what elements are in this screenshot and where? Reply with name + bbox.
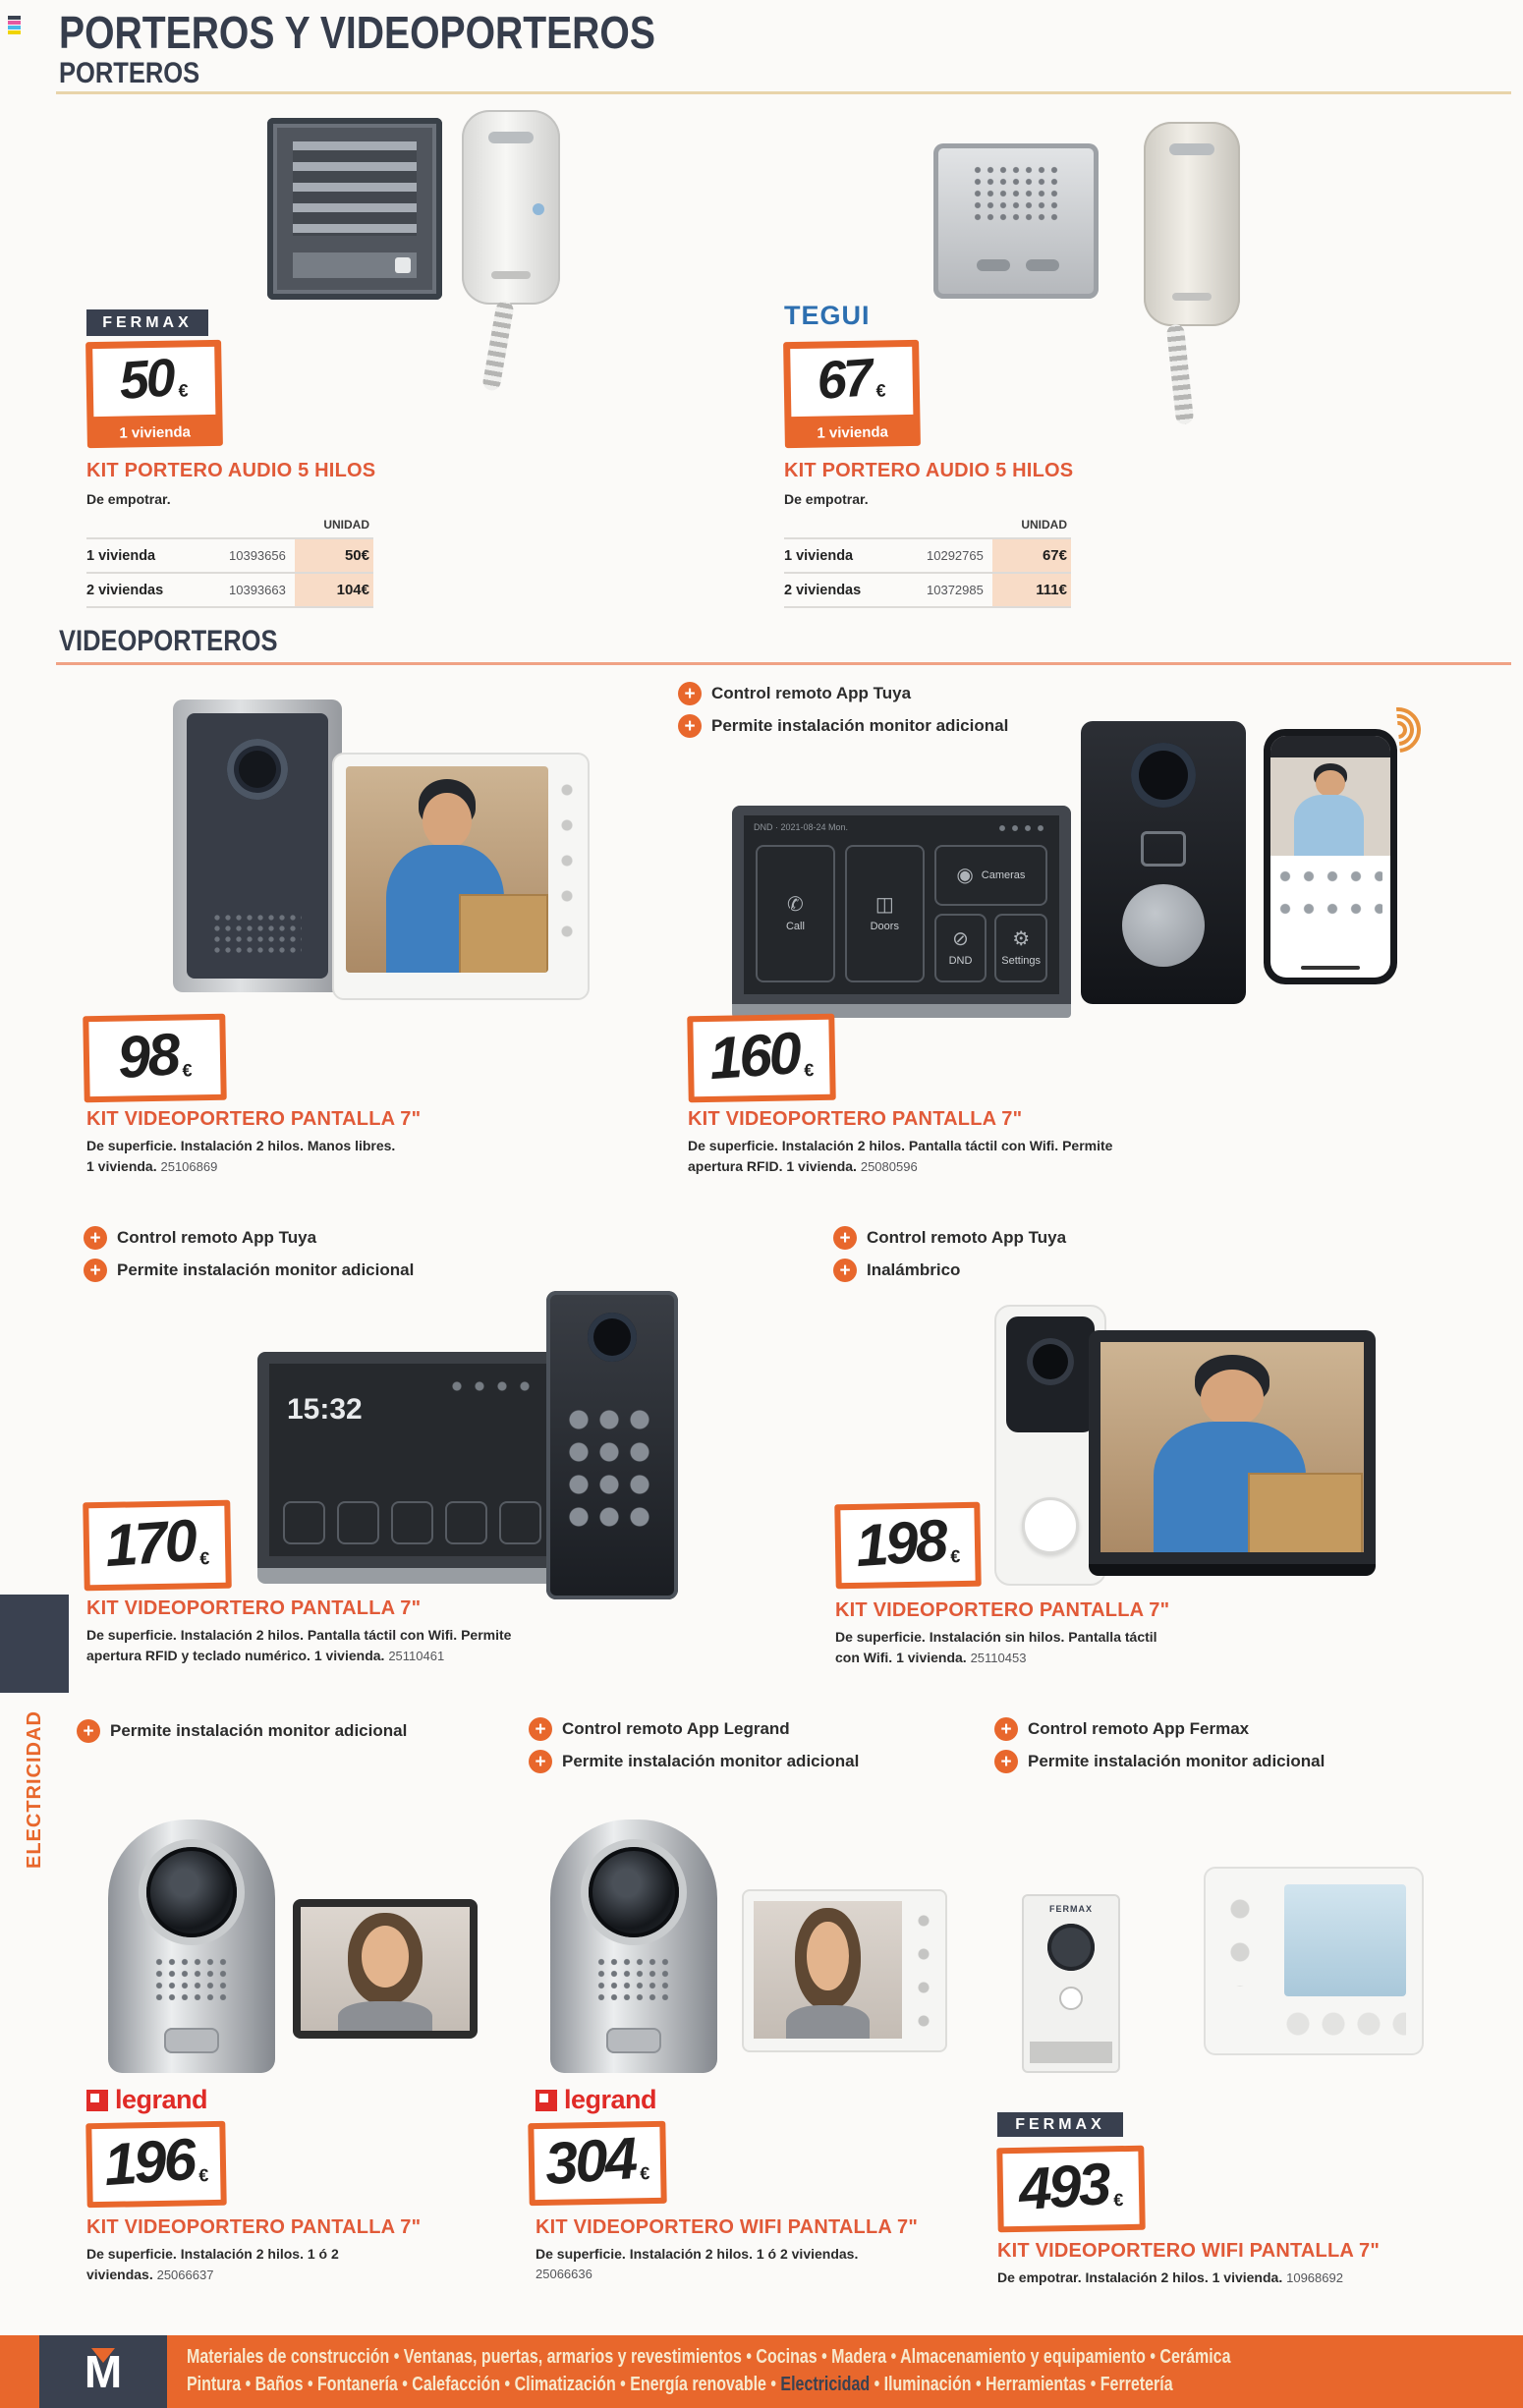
- page-title: [59, 6, 761, 59]
- section-heading-porteros-text: PORTEROS: [59, 57, 200, 89]
- parcel-box: [459, 894, 548, 973]
- feature-item: [529, 1717, 859, 1741]
- phone-app-controls: [1278, 869, 1382, 934]
- handset-earpiece: [1169, 143, 1214, 155]
- feature-text: Permite instalación monitor adicional: [110, 1721, 408, 1740]
- speaker-grille: [596, 1957, 671, 2000]
- plus-icon: +: [833, 1259, 857, 1282]
- logo-letter: M: [84, 2346, 123, 2397]
- price-tag: [687, 1014, 836, 1103]
- feature-text: Permite instalación monitor adicional: [562, 1752, 860, 1770]
- phone-home-indicator: [1301, 966, 1360, 970]
- currency-symbol: €: [199, 1548, 210, 1569]
- person-face: [362, 1926, 409, 1988]
- category-active: Electricidad: [780, 2374, 871, 2395]
- product-description: De empotrar.: [86, 491, 171, 507]
- feature-list: [84, 1226, 414, 1282]
- product-ref: 25110461: [388, 1649, 445, 1663]
- description-text: De superficie. Instalación 2 hilos. Pantalla táctil con Wifi. Permite apertura RFID. 1 vivienda.: [688, 1138, 1113, 1174]
- product-photo-video-doorbell-black: [1081, 721, 1246, 1004]
- phone-screen: [1270, 736, 1390, 978]
- currency-symbol: €: [178, 380, 189, 401]
- price-badge: 1 vivienda: [817, 423, 889, 442]
- brand-logo-tegui: [784, 301, 871, 331]
- brand-name: legrand: [115, 2085, 208, 2114]
- row-ref: 10393663: [229, 583, 286, 597]
- price-value: 160: [706, 1019, 802, 1092]
- product-photo-video-doorbell-keypad: [546, 1291, 678, 1599]
- product-photo-monitor-touch: [257, 1352, 567, 1584]
- product-title: KIT PORTERO AUDIO 5 HILOS: [784, 460, 1074, 481]
- call-button: [977, 259, 1010, 271]
- description-text: De superficie. Instalación 2 hilos. 1 ó 2 viviendas.: [536, 2246, 859, 2262]
- menu-tile-call: [756, 845, 835, 982]
- numeric-keypad: [568, 1409, 658, 1537]
- call-button: [1026, 259, 1059, 271]
- feature-text: Permite instalación monitor adicional: [117, 1260, 415, 1279]
- app-icon: [391, 1501, 433, 1544]
- price-value: 98: [115, 1020, 180, 1091]
- plus-icon: +: [529, 1717, 552, 1741]
- section-divider: [56, 91, 1511, 94]
- screen-status-icons: [451, 1379, 541, 1393]
- row-label: 2 viviendas: [86, 582, 164, 598]
- monitor-screen: [744, 815, 1059, 994]
- feature-list: [529, 1717, 859, 1773]
- row-price: 50€: [295, 539, 373, 572]
- plus-icon: +: [77, 1719, 100, 1743]
- handset-mic: [1172, 293, 1212, 301]
- price-value: 493: [1016, 2150, 1111, 2222]
- person-face: [807, 1922, 848, 1990]
- regmark-bar-yellow: [8, 30, 21, 34]
- feature-item: [84, 1226, 414, 1250]
- legrand-square-icon: [86, 2090, 108, 2111]
- row-price: 104€: [295, 574, 373, 606]
- price-tag: [85, 2121, 226, 2208]
- product-title: KIT VIDEOPORTERO WIFI PANTALLA 7": [536, 2216, 919, 2238]
- plus-icon: +: [84, 1259, 107, 1282]
- feature-list: [994, 1717, 1325, 1773]
- monitor-screen: [346, 766, 548, 973]
- product-ref: 25066637: [156, 2268, 214, 2282]
- call-icon: ✆: [787, 894, 804, 916]
- feature-text: Control remoto App Tuya: [711, 684, 912, 702]
- product-description: De empotrar.: [784, 491, 869, 507]
- product-photo-smartphone: [1264, 729, 1397, 984]
- call-button: [606, 2028, 661, 2053]
- logo-triangle-icon: [91, 2348, 115, 2363]
- person-face: [1316, 770, 1344, 797]
- product-title: KIT VIDEOPORTERO PANTALLA 7": [86, 2216, 422, 2238]
- sidebar-section-tab: [0, 1595, 69, 1693]
- product-description: [997, 2268, 1469, 2288]
- screen-status-text: DND · 2021-08-24 Mon.: [754, 822, 849, 832]
- brand-name: FERMAX: [1015, 2115, 1105, 2133]
- currency-symbol: €: [182, 1060, 193, 1081]
- table-header-unidad: UNIDAD: [323, 518, 369, 532]
- app-icon: [337, 1501, 379, 1544]
- handset-mic: [491, 271, 531, 279]
- price-value: 304: [542, 2124, 638, 2197]
- plus-icon: +: [529, 1750, 552, 1773]
- product-title: KIT VIDEOPORTERO PANTALLA 7": [835, 1599, 1170, 1621]
- price-tag: [996, 2146, 1145, 2233]
- row-label: 2 viviendas: [784, 582, 862, 598]
- product-photo-video-doorbell: [173, 700, 342, 992]
- feature-item: [994, 1717, 1325, 1741]
- brand-logo-legrand: [536, 2085, 656, 2115]
- speaker-grille: [1047, 1924, 1095, 1971]
- rfid-reader: [1141, 831, 1186, 867]
- app-icon: [499, 1501, 541, 1544]
- feature-item: [678, 682, 1008, 705]
- row-price: 111€: [992, 574, 1071, 606]
- brand-name: legrand: [564, 2085, 657, 2114]
- monitor-screen: [301, 1907, 470, 2031]
- product-photo-monitor-touch: [732, 806, 1071, 1018]
- currency-symbol: €: [875, 380, 886, 401]
- section-heading-videoporteros: [59, 625, 316, 658]
- description-text: De superficie. Instalación 2 hilos. Manos libres. 1 vivienda.: [86, 1138, 396, 1174]
- row-label: 1 vivienda: [784, 547, 854, 564]
- menu-tile-settings: [994, 914, 1047, 982]
- camera-lens-icon: [1027, 1338, 1074, 1385]
- screen-clock: 15:32: [287, 1393, 363, 1426]
- product-ref: 25110453: [970, 1651, 1027, 1665]
- person-shoulders: [338, 2001, 432, 2031]
- brand-name: TEGUI: [784, 301, 871, 330]
- row-price: 67€: [992, 539, 1071, 572]
- row-label: 1 vivienda: [86, 547, 156, 564]
- brand-logo-fermax: [997, 2112, 1123, 2137]
- feature-item: [84, 1259, 414, 1282]
- table-header-unidad: UNIDAD: [1021, 518, 1067, 532]
- person-shoulders: [786, 2005, 870, 2039]
- description-text: De superficie. Instalación sin hilos. Pantalla táctil con Wifi. 1 vivienda.: [835, 1629, 1157, 1665]
- call-button: [164, 2028, 219, 2053]
- speaker-grille: [213, 914, 302, 957]
- product-photo-monitor: [332, 753, 590, 1000]
- camera-lens-icon: [227, 739, 288, 800]
- product-photo-handset-fermax: [462, 110, 560, 305]
- monitor-side-buttons: [1229, 1898, 1251, 1987]
- price-table: [784, 518, 1071, 608]
- monitor-screen: [1284, 1884, 1406, 1996]
- call-button: [395, 257, 411, 273]
- plus-icon: +: [833, 1226, 857, 1250]
- screen-menu: [756, 845, 1047, 982]
- product-description: [835, 1627, 1179, 1668]
- screen-app-row: [283, 1501, 541, 1544]
- currency-symbol: €: [950, 1546, 961, 1567]
- feature-text: Permite instalación monitor adicional: [1028, 1752, 1326, 1770]
- product-ref: 25106869: [160, 1159, 218, 1174]
- call-button: [1059, 1987, 1083, 2010]
- brand-logo-fermax: [86, 309, 208, 336]
- parcel-box: [1248, 1473, 1363, 1552]
- camera-icon: ◉: [956, 865, 974, 887]
- doorbell-face: [187, 713, 328, 979]
- monitor-screen: [269, 1364, 555, 1556]
- regmark-bar-magenta: [8, 21, 21, 25]
- price-value: 196: [101, 2125, 197, 2198]
- wifi-icon: [1372, 703, 1417, 749]
- section-heading-porteros: [59, 57, 224, 90]
- section-heading-videoporteros-text: VIDEOPORTEROS: [59, 625, 278, 657]
- tile-label: Settings: [1001, 955, 1042, 968]
- price-tag: [83, 1014, 227, 1103]
- currency-symbol: €: [198, 2165, 209, 2186]
- product-title: KIT VIDEOPORTERO PANTALLA 7": [688, 1108, 1023, 1130]
- feature-text: Control remoto App Tuya: [117, 1228, 317, 1247]
- door-icon: ◫: [874, 894, 894, 916]
- call-button: [1022, 1497, 1079, 1554]
- menu-tile-doors: [845, 845, 925, 982]
- feature-text: Inalámbrico: [867, 1260, 961, 1279]
- camera-lens-icon: [589, 1847, 679, 1937]
- category-line-2: [187, 2371, 1230, 2398]
- plus-icon: +: [994, 1750, 1018, 1773]
- menu-tile-dnd: [934, 914, 987, 982]
- product-ref: 25066636: [536, 2267, 592, 2281]
- product-photo-video-doorbell-silver: [108, 1820, 275, 2073]
- feature-item: [678, 714, 1008, 738]
- gear-icon: ⚙: [1012, 928, 1031, 951]
- brand-name: FERMAX: [102, 313, 193, 331]
- product-description: [536, 2244, 958, 2284]
- feature-text: Control remoto App Legrand: [562, 1719, 790, 1738]
- product-photo-video-doorbell-silver: [550, 1820, 717, 2073]
- product-description: [86, 1136, 396, 1177]
- camera-lens-icon: [146, 1847, 237, 1937]
- price-value: 67: [816, 347, 874, 411]
- product-photo-panel-fermax: [1022, 1894, 1120, 2073]
- currency-symbol: €: [804, 1060, 815, 1081]
- feature-item: [833, 1226, 1066, 1250]
- feature-text: Control remoto App Fermax: [1028, 1719, 1250, 1738]
- monitor-bottom-buttons: [1284, 2010, 1406, 2038]
- regmark-bar-cyan: [8, 26, 21, 29]
- foot-category-bar: [0, 2335, 1523, 2408]
- handset-cord: [1166, 323, 1195, 424]
- tile-label: Cameras: [981, 869, 1026, 882]
- menu-tile-cameras: [934, 845, 1047, 906]
- description-text: De empotrar. Instalación 2 hilos. 1 vivienda.: [997, 2269, 1283, 2285]
- price-tag: [528, 2121, 666, 2206]
- panel-brand-text: FERMAX: [1049, 1904, 1093, 1914]
- sidebar-section-label: ELECTRICIDAD: [24, 1710, 45, 1869]
- price-tag: [783, 340, 921, 448]
- table-row: [86, 572, 373, 608]
- category-list: [187, 2343, 1492, 2398]
- product-ref: 25080596: [860, 1159, 918, 1174]
- monitor-screen: [1100, 1342, 1364, 1552]
- description-text: De superficie. Instalación 2 hilos. 1 ó 2 viviendas.: [86, 2246, 339, 2282]
- handset-button: [533, 203, 544, 215]
- menu-right-column: [934, 845, 1047, 982]
- description-text: De superficie. Instalación 2 hilos. Pantalla táctil con Wifi. Permite apertura RFID y teclado numérico. 1 vivienda.: [86, 1627, 512, 1663]
- price-badge: 1 vivienda: [119, 423, 192, 442]
- feature-list: [77, 1719, 407, 1743]
- feature-item: [994, 1750, 1325, 1773]
- product-photo-handset-tegui: [1144, 122, 1240, 326]
- speaker-grille: [154, 1957, 229, 2000]
- speaker-grille: [293, 141, 417, 236]
- product-photo-audio-panel-fermax: [267, 118, 442, 300]
- regmark-bar-black: [8, 16, 21, 20]
- price-tag: [83, 1500, 232, 1592]
- table-row: [784, 537, 1071, 572]
- handset-earpiece: [488, 132, 534, 143]
- feature-list: [833, 1226, 1066, 1282]
- product-title: KIT VIDEOPORTERO PANTALLA 7": [86, 1597, 422, 1619]
- camera-lens-icon: [1131, 743, 1196, 808]
- price-value: 50: [118, 347, 176, 411]
- name-plate: [293, 252, 417, 278]
- product-title: KIT VIDEOPORTERO PANTALLA 7": [86, 1108, 422, 1130]
- camera-lens-icon: [588, 1313, 637, 1362]
- product-photo-audio-panel-tegui: [933, 143, 1099, 299]
- currency-symbol: €: [1113, 2190, 1124, 2211]
- call-button: [1122, 884, 1205, 967]
- person-face: [1201, 1370, 1264, 1427]
- price-value: 198: [853, 1506, 948, 1579]
- feature-text: Control remoto App Tuya: [867, 1228, 1067, 1247]
- price-tag-inner: [790, 347, 913, 417]
- category-line-2-after: • Iluminación • Herramientas • Ferretería: [870, 2374, 1173, 2395]
- dnd-icon: ⊘: [952, 928, 969, 951]
- plus-icon: +: [678, 714, 702, 738]
- product-photo-monitor-white: [742, 1889, 947, 2052]
- product-description: [688, 1136, 1150, 1177]
- product-title: KIT PORTERO AUDIO 5 HILOS: [86, 460, 376, 481]
- monitor-button-bar: [558, 780, 576, 959]
- product-description: [86, 2244, 396, 2285]
- row-ref: 10292765: [927, 548, 984, 563]
- plus-icon: +: [994, 1717, 1018, 1741]
- price-tag: [834, 1502, 981, 1590]
- currency-symbol: €: [640, 2163, 650, 2184]
- category-line-2-before: Pintura • Baños • Fontanería • Calefacción • Climatización • Energía renovable •: [187, 2374, 781, 2395]
- price-table: [86, 518, 373, 608]
- plus-icon: +: [84, 1226, 107, 1250]
- product-photo-monitor: [293, 1899, 478, 2039]
- price-tag-inner: [92, 347, 215, 417]
- app-icon: [445, 1501, 487, 1544]
- tile-label: Call: [785, 921, 805, 932]
- monitor-button-bar: [914, 1911, 933, 2027]
- product-photo-monitor-handset: [1204, 1867, 1424, 2055]
- feature-list: [678, 682, 1008, 738]
- price-tag: [85, 340, 223, 448]
- print-registration-mark: [8, 16, 21, 35]
- phone-video-preview: [1270, 757, 1390, 856]
- product-title: KIT VIDEOPORTERO WIFI PANTALLA 7": [997, 2240, 1381, 2262]
- speaker-grille: [973, 165, 1059, 222]
- product-photo-monitor: [1089, 1330, 1376, 1576]
- screen-system-icons: [998, 824, 1049, 832]
- row-ref: 10372985: [927, 583, 984, 597]
- feature-text: Permite instalación monitor adicional: [711, 716, 1009, 735]
- legrand-square-icon: [536, 2090, 557, 2111]
- section-divider: [56, 662, 1511, 665]
- person-face: [423, 793, 471, 849]
- feature-item: [77, 1719, 407, 1743]
- doorbell-camera-section: [1006, 1316, 1095, 1432]
- panel-base: [1030, 2042, 1112, 2063]
- menu-bottom-row: [934, 914, 1047, 982]
- table-row: [86, 537, 373, 572]
- brand-logo-legrand: [86, 2085, 207, 2115]
- monitor-screen: [754, 1901, 902, 2039]
- table-row: [784, 572, 1071, 608]
- product-ref: 10968692: [1286, 2270, 1343, 2285]
- plus-icon: +: [678, 682, 702, 705]
- product-description: [86, 1625, 548, 1666]
- tile-label: Doors: [870, 921, 899, 932]
- feature-item: [529, 1750, 859, 1773]
- row-ref: 10393656: [229, 548, 286, 563]
- handset-cord: [481, 300, 515, 392]
- feature-item: [833, 1259, 1066, 1282]
- store-logo: [39, 2335, 167, 2408]
- tile-label: DND: [948, 955, 973, 968]
- category-line-1: Materiales de construcción • Ventanas, puertas, armarios y revestimientos • Cocinas • Madera • Almacenamiento y equipamiento • Cerámica: [187, 2346, 1231, 2368]
- app-icon: [283, 1501, 325, 1544]
- page-title-text: PORTEROS Y VIDEOPORTEROS: [59, 7, 655, 58]
- price-value: 170: [102, 1506, 197, 1579]
- person-shirt: [1294, 795, 1364, 856]
